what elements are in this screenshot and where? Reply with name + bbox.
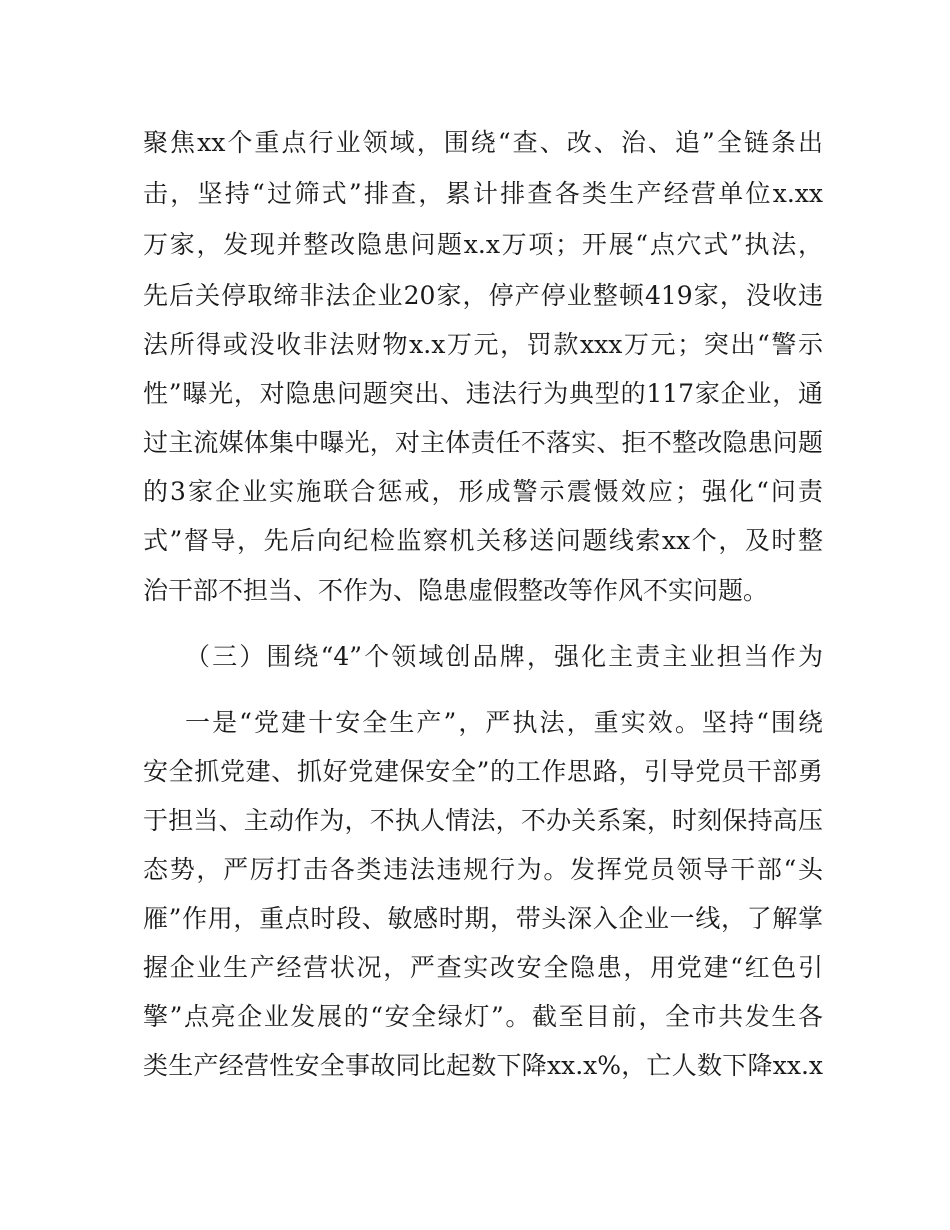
paragraph-2-line-4: 态势，严厉打击各类违法违规行为。发挥党员领导干部“头 [143, 855, 823, 884]
paragraph-2-line-2: 安全抓党建、抓好党建保安全”的工作思路，引导党员干部勇 [143, 757, 823, 786]
paragraph-1-line-4: 先后关停取缔非法企业20家，停产停业整顿419家，没收违 [143, 281, 823, 310]
section-heading: （三）围绕“4”个领域创品牌，强化主责主业担当作为 [185, 642, 823, 671]
paragraph-1-line-6: 性”曝光，对隐患问题突出、违法行为典型的117家企业，通 [143, 379, 823, 408]
paragraph-2-line-7: 擎”点亮企业发展的“安全绿灯”。截至目前，全市共发生各 [143, 1002, 823, 1031]
paragraph-2-line-6: 握企业生产经营状况，严查实改安全隐患，用党建“红色引 [143, 953, 823, 982]
paragraph-1-line-9: 式”督导，先后向纪检监察机关移送问题线索xx个，及时整 [143, 526, 823, 555]
paragraph-1-line-10: 治干部不担当、不作为、隐患虚假整改等作风不实问题。 [143, 576, 769, 605]
paragraph-1-line-2: 击，坚持“过筛式”排查，累计排查各类生产经营单位x.xx [143, 179, 823, 208]
paragraph-1-line-8: 的3家企业实施联合惩戒，形成警示震慑效应；强化“问责 [143, 477, 823, 506]
paragraph-2-line-1: 一是“党建十安全生产”，严执法，重实效。坚持“围绕 [185, 708, 823, 737]
paragraph-2-line-8: 类生产经营性安全事故同比起数下降xx.x%，亡人数下降xx.x [143, 1051, 823, 1080]
paragraph-2-line-5: 雁”作用，重点时段、敏感时期，带头深入企业一线，了解掌 [143, 904, 823, 933]
paragraph-2-line-3: 于担当、主动作为，不执人情法，不办关系案，时刻保持高压 [143, 806, 823, 835]
paragraph-1-line-5: 法所得或没收非法财物x.x万元，罚款xxx万元；突出“警示 [143, 330, 823, 359]
paragraph-1-line-3: 万家，发现并整改隐患问题x.x万项；开展“点穴式”执法， [143, 230, 823, 259]
paragraph-1-line-7: 过主流媒体集中曝光，对主体责任不落实、拒不整改隐患问题 [143, 428, 823, 457]
paragraph-1-line-1: 聚焦xx个重点行业领域，围绕“查、改、治、追”全链条出 [143, 128, 823, 157]
